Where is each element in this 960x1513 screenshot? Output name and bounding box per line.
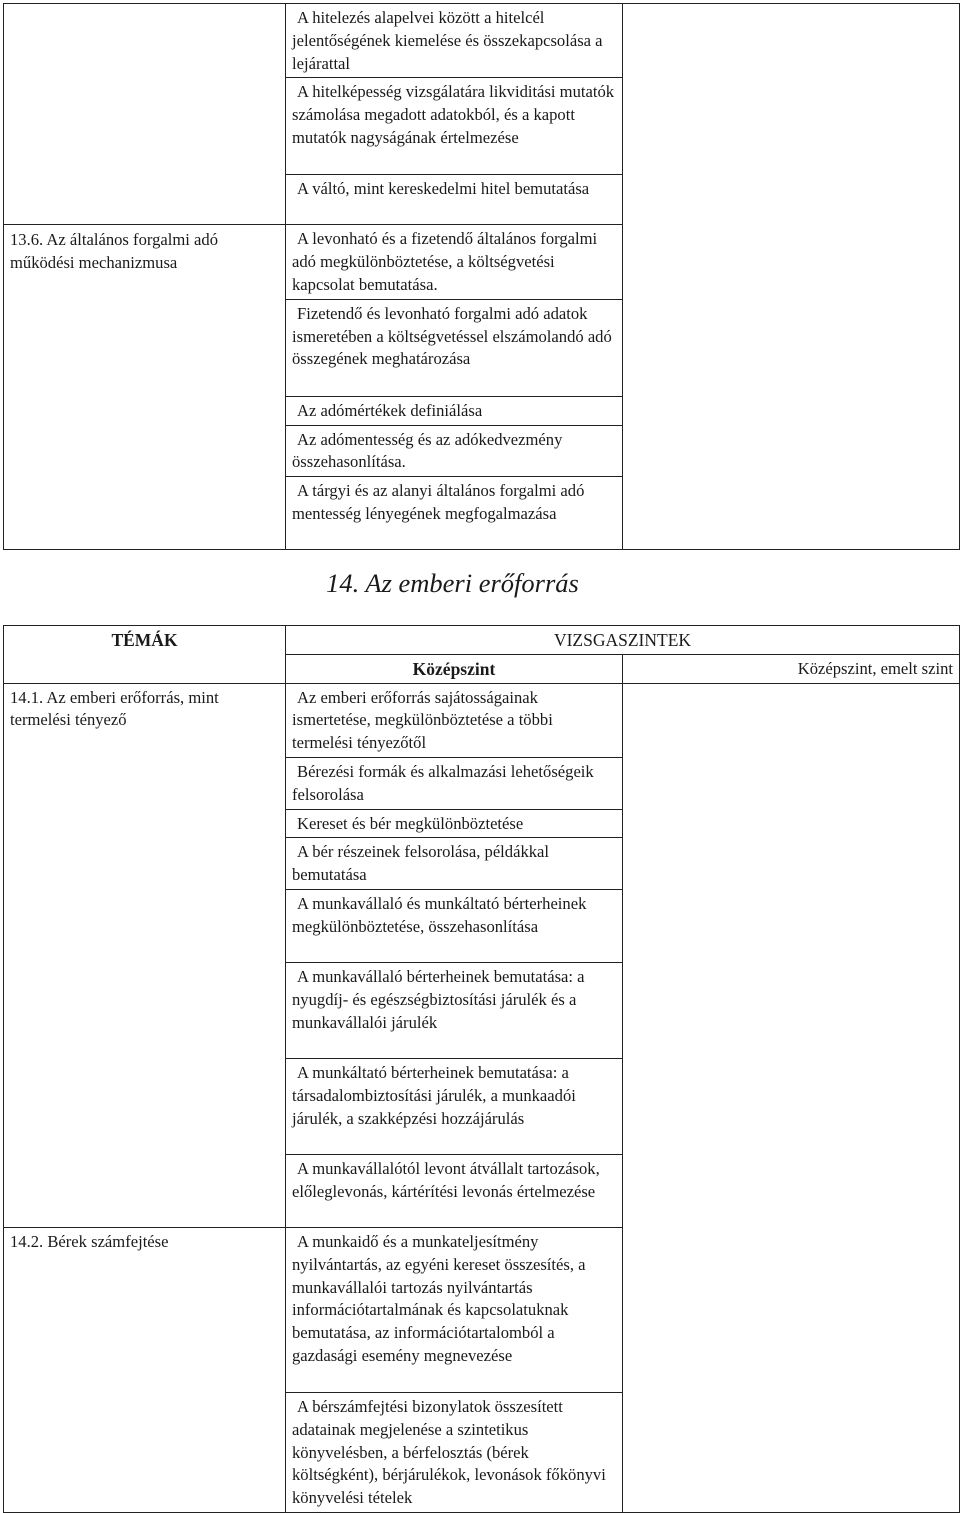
topic-cell-empty: [4, 4, 286, 78]
table-row: A munkáltató bérterheinek bemutatása: a társadalombiztosítási járulék, a munkaadói járulék, a szakképzési hozzájárulás: [286, 1058, 623, 1154]
table-row: A munkavállaló és munkáltató bérterheinek megkülönböztetése, összehasonlítása: [286, 889, 623, 962]
header-levels: VIZSGASZINTEK: [286, 626, 960, 655]
table-row: A tárgyi és az alanyi általános forgalmi adó mentesség lényegének megfogalmazása: [286, 477, 623, 550]
table-row: A munkavállaló bérterheinek bemutatása: a nyugdíj- és egészségbiztosítási járulék és a munkavállalói járulék: [286, 962, 623, 1058]
table-row: A bér részeinek felsorolása, példákkal bemutatása: [286, 838, 623, 890]
table-row: Kereset és bér megkülönböztetése: [286, 809, 623, 838]
topic-14-1: 14.1. Az emberi erőforrás, mint termelési tényező: [4, 683, 286, 1227]
table-row: Az adómértékek definiálása: [286, 396, 623, 425]
topic-cell-empty: [4, 78, 286, 175]
table-row: A bérszámfejtési bizonylatok összesített adatainak megjelenése a szintetikus könyvelésben, a bérfelosztás (bérek költségként), bérjárulékok, levonások főkönyvi könyvelési tételek: [286, 1392, 623, 1512]
header-advanced: Középszint, emelt szint: [623, 654, 960, 683]
advanced-cell: [623, 175, 960, 225]
table-row: Fizetendő és levonható forgalmi adó adatok ismeretében a költségvetéssel elszámolandó adó összegének meghatározása: [286, 299, 623, 396]
header-topics: TÉMÁK: [4, 626, 286, 684]
advanced-cell: [623, 683, 960, 1512]
advanced-cell: [623, 225, 960, 550]
table-row: A munkaidő és a munkateljesítmény nyilvántartás, az egyéni kereset összesítés, a munkavállalói tartozás nyilvántartás információtartalmának és kapcsolatuknak bemutatása, az információtartalomból a gazdasági esemény megnevezése: [286, 1227, 623, 1392]
table-section-13: [3, 3, 960, 550]
header-mid: Középszint: [286, 654, 623, 683]
topic-cell-empty: [4, 175, 286, 225]
topic-14-2: 14.2. Bérek számfejtése: [4, 1227, 286, 1512]
table-row: Bérezési formák és alkalmazási lehetőségeik felsorolása: [286, 757, 623, 809]
advanced-cell: [623, 4, 960, 78]
table-row: A hitelképesség vizsgálatára likviditási mutatók számolása megadott adatokból, és a kapott mutatók nagyságának értelmezése: [286, 78, 623, 175]
topic-13-6: 13.6. Az általános forgalmi adó működési mechanizmusa: [4, 225, 286, 550]
table-row: A levonható és a fizetendő általános forgalmi adó megkülönböztetése, a költségvetési kapcsolat bemutatása.: [286, 225, 623, 299]
table-row: A munkavállalótól levont átvállalt tartozások, előleglevonás, kártérítési levonás értelmezése: [286, 1154, 623, 1227]
advanced-cell: [623, 78, 960, 175]
table-row: A váltó, mint kereskedelmi hitel bemutatása: [286, 175, 623, 225]
table-row: A hitelezés alapelvei között a hitelcél jelentőségének kiemelése és összekapcsolása a lejárattal: [286, 4, 623, 78]
table-section-14: [3, 625, 960, 1513]
table-row: Az emberi erőforrás sajátosságainak ismertetése, megkülönböztetése a többi termelési tényezőtől: [286, 683, 623, 757]
section-title: 14. Az emberi erőforrás: [326, 568, 579, 598]
table-row: Az adómentesség és az adókedvezmény összehasonlítása.: [286, 425, 623, 477]
